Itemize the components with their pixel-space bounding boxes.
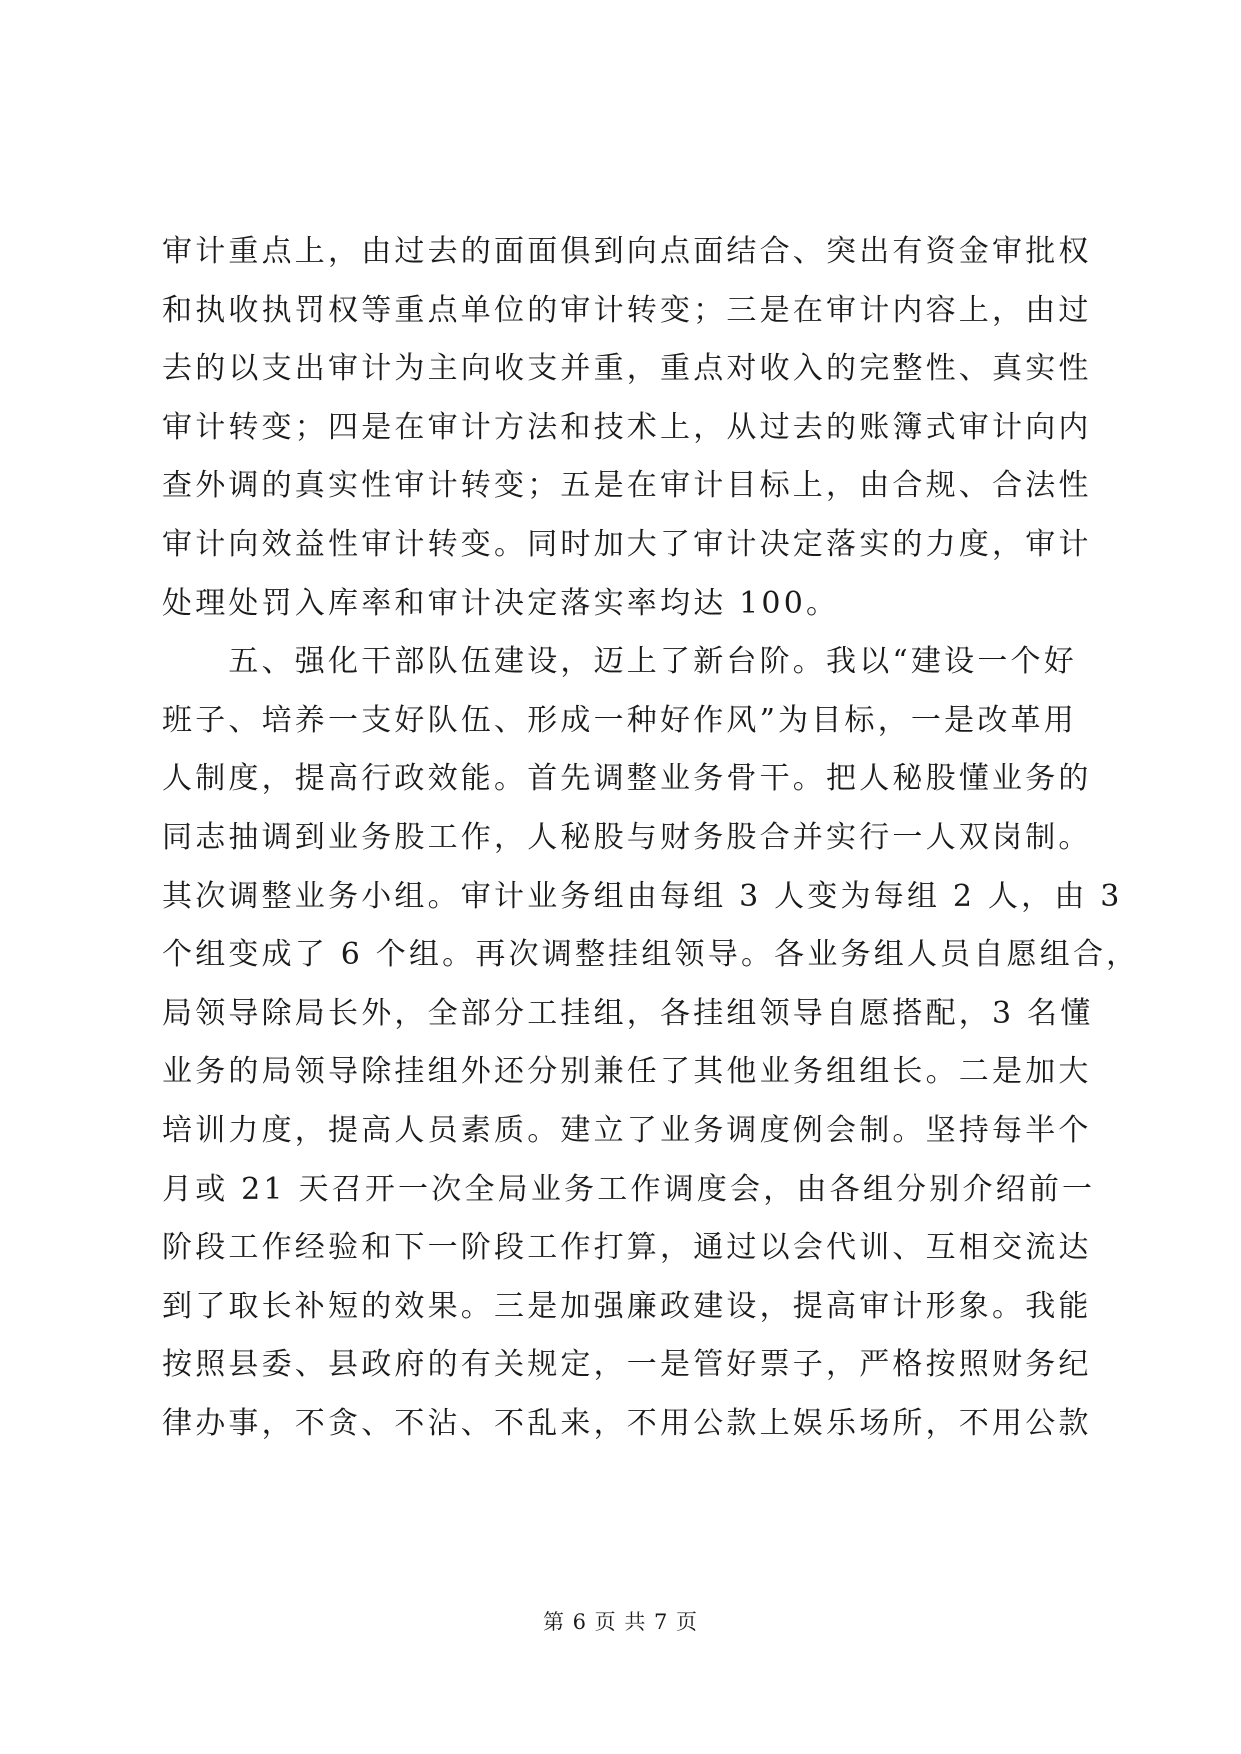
- text-line: 个组变成了 6 个组。再次调整挂组领导。各业务组人员自愿组合，: [162, 937, 1140, 973]
- text-line: 阶段工作经验和下一阶段工作打算，通过以会代训、互相交流达: [162, 1230, 1092, 1266]
- text-line: 审计重点上，由过去的面面俱到向点面结合、突出有资金审批权: [162, 234, 1092, 269]
- text-line: 人制度，提高行政效能。首先调整业务骨干。把人秘股懂业务的: [162, 761, 1092, 797]
- text-line: 按照县委、县政府的有关规定，一是管好票子，严格按照财务纪: [162, 1347, 1092, 1383]
- paragraph-start-line: 五、强化干部队伍建设，迈上了新台阶。我以“建设一个好: [162, 644, 1077, 680]
- text-line: 审计向效益性审计转变。同时加大了审计决定落实的力度，审计: [162, 526, 1092, 562]
- text-line: 处理处罚入库率和审计决定落实率均达 100。: [162, 585, 840, 621]
- document-body: [162, 223, 1140, 1453]
- text-line: 同志抽调到业务股工作，人秘股与财务股合并实行一人双岗制。: [162, 819, 1092, 855]
- text-line: 其次调整业务小组。审计业务组由每组 3 人变为每组 2 人，由 3: [162, 878, 1123, 914]
- text-line: 去的以支出审计为主向收支并重，重点对收入的完整性、真实性: [162, 351, 1092, 387]
- text-line: 班子、培养一支好队伍、形成一种好作风”为目标，一是改革用: [162, 702, 1077, 738]
- page-number-footer: 第 6 页 共 7 页: [542, 1610, 699, 1634]
- text-line: 审计转变；四是在审计方法和技术上，从过去的账簿式审计向内: [162, 409, 1092, 445]
- text-line: 查外调的真实性审计转变；五是在审计目标上，由合规、合法性: [162, 468, 1092, 504]
- text-line: 和执收执罚权等重点单位的审计转变；三是在审计内容上，由过: [162, 292, 1092, 328]
- text-line: 业务的局领导除挂组外还分别兼任了其他业务组组长。二是加大: [162, 1054, 1092, 1090]
- text-line: 到了取长补短的效果。三是加强廉政建设，提高审计形象。我能: [162, 1288, 1092, 1324]
- text-line: 局领导除局长外，全部分工挂组，各挂组领导自愿搭配，3 名懂: [162, 995, 1094, 1031]
- text-line: 月或 21 天召开一次全局业务工作调度会，由各组分别介绍前一: [162, 1171, 1096, 1207]
- text-line: 培训力度，提高人员素质。建立了业务调度例会制。坚持每半个: [162, 1112, 1092, 1148]
- text-line: 律办事，不贪、不沾、不乱来，不用公款上娱乐场所，不用公款: [162, 1405, 1092, 1441]
